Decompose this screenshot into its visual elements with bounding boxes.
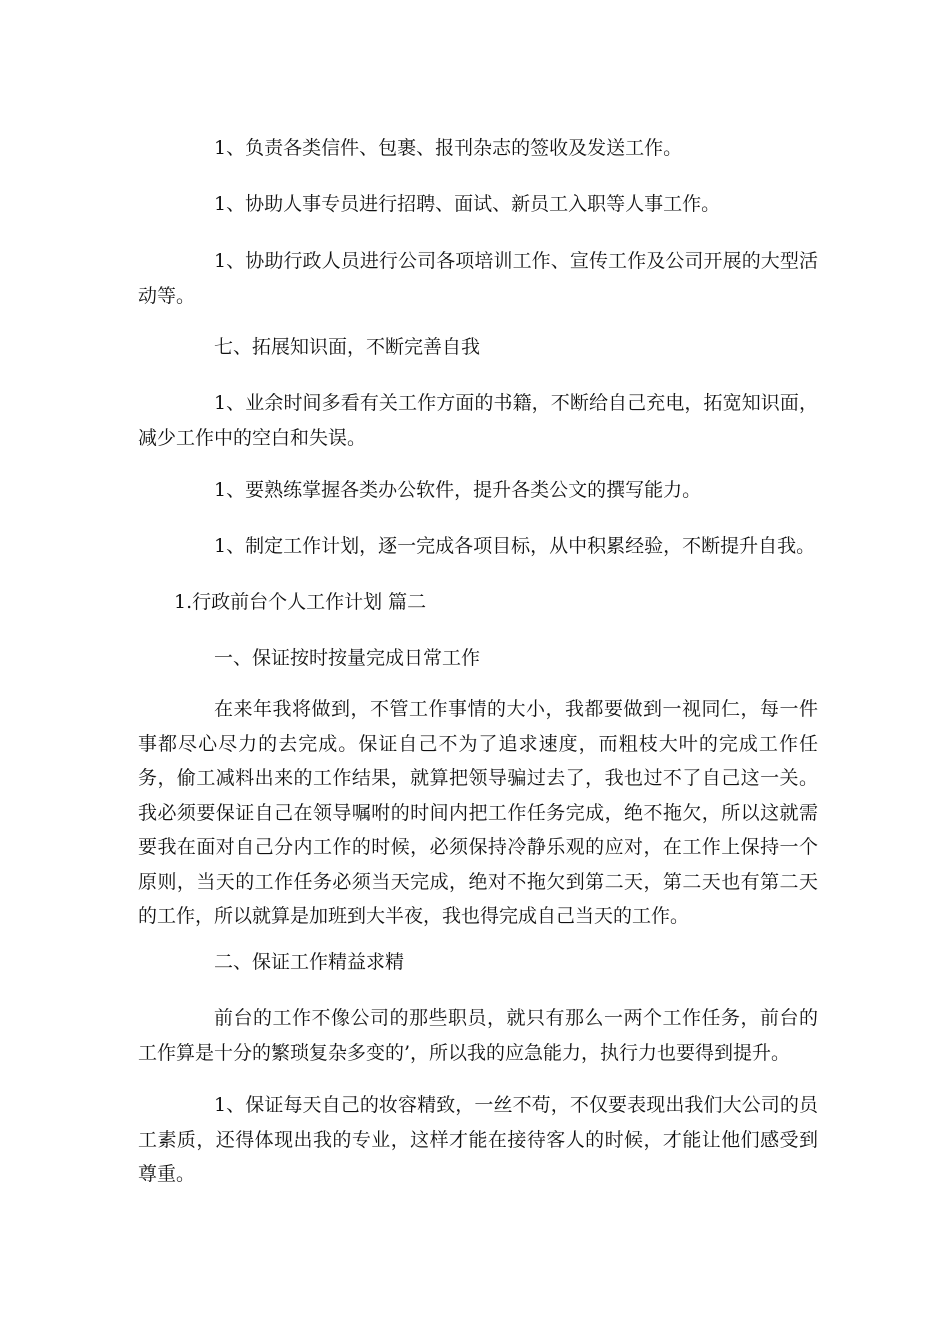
- paragraph-hr-assist: 1、协助人事专员进行招聘、面试、新员工入职等人事工作。: [214, 193, 721, 215]
- heading-complete-daily-work: 一、保证按时按量完成日常工作: [214, 647, 481, 669]
- paragraph-mail-duty: 1、负责各类信件、包裹、报刊杂志的签收及发送工作。: [214, 137, 683, 159]
- heading-excellence: 二、保证工作精益求精: [214, 951, 405, 973]
- paragraph-front-desk-work: 前台的工作不像公司的那些职员，就只有那么一两个工作任务，前台的工作算是十分的繁琐复杂多变的’，所以我的应急能力，执行力也要得到提升。: [138, 1007, 818, 1064]
- paragraph-work-plan: 1、制定工作计划，逐一完成各项目标，从中积累经验，不断提升自我。: [214, 535, 816, 557]
- paragraph-office-software: 1、要熟练掌握各类办公软件，提升各类公文的撰写能力。: [214, 479, 702, 501]
- paragraph-appearance: 1、保证每天自己的妆容精致，一丝不苟，不仅要表现出我们大公司的员工素质，还得体现出我的专业，这样才能在接待客人的时候，才能让他们感受到尊重。: [138, 1094, 818, 1185]
- paragraph-self-study: 1、业余时间多看有关工作方面的书籍，不断给自己充电，拓宽知识面，减少工作中的空白和失误。: [138, 392, 818, 449]
- heading-expand-knowledge: 七、拓展知识面，不断完善自我: [214, 336, 481, 358]
- paragraph-admin-training: 1、协助行政人员进行公司各项培训工作、宣传工作及公司开展的大型活动等。: [138, 250, 818, 307]
- section-title-part-two: 1.行政前台个人工作计划 篇二: [174, 591, 427, 613]
- paragraph-daily-work-body: 在来年我将做到，不管工作事情的大小，我都要做到一视同仁，每一件事都尽心尽力的去完成。保证自己不为了追求速度，而粗枝大叶的完成工作任务，偷工减料出来的工作结果，就算把领导骗过去了，我也过不了自己这一关。我必须要保证自己在领导嘱咐的时间内把工作任务完成，绝不拖欠，所以这就需要我在面对自己分内工作的时候，必须保持冷静乐观的应对，在工作上保持一个原则，当天的工作任务必须当天完成，绝对不拖欠到第二天，第二天也有第二天的工作，所以就算是加班到大半夜，我也得完成自己当天的工作。: [138, 698, 818, 927]
